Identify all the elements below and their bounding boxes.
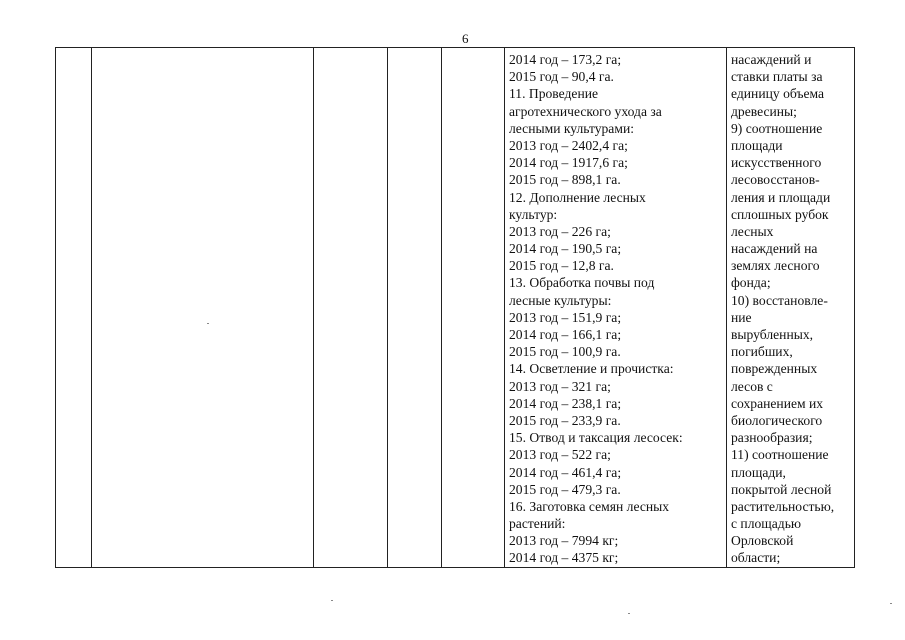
table-row xyxy=(56,48,855,568)
program-table xyxy=(55,47,855,568)
measure-line: 2013 год – 151,9 га; xyxy=(509,309,622,325)
measure-line: 2015 год – 479,3 га. xyxy=(509,481,621,497)
measure-line: 2015 год – 100,9 га. xyxy=(509,344,621,360)
measure-line: 2013 год – 522 га; xyxy=(509,447,611,463)
indicator-line: поврежденных xyxy=(731,361,818,377)
indicator-line: площади, xyxy=(731,464,786,480)
indicator-line: сплошных рубок xyxy=(731,206,829,222)
measure-line: культур: xyxy=(509,206,558,222)
cell-start xyxy=(388,48,442,568)
indicator-line: лесных xyxy=(731,223,774,239)
cell-measures xyxy=(505,48,727,568)
measure-line: лесными культурами: xyxy=(509,120,634,136)
measure-line: 2014 год – 4375 кг; xyxy=(509,550,619,566)
cell-indicators xyxy=(727,48,855,568)
indicator-line: 9) соотношение xyxy=(731,120,823,136)
measure-line: 11. Проведение xyxy=(509,86,599,102)
indicator-line: землях лесного xyxy=(731,258,820,274)
measure-line: агротехнического ухода за xyxy=(509,103,662,119)
measure-line: 2014 год – 238,1 га; xyxy=(509,395,622,411)
measure-line: 2013 год – 2402,4 га; xyxy=(509,137,628,153)
measure-line: 2014 год – 190,5 га; xyxy=(509,241,622,257)
indicator-line: искусственного xyxy=(731,155,822,171)
measure-line: 2014 год – 166,1 га; xyxy=(509,327,622,342)
measure-line: 15. Отвод и таксация лесосек: xyxy=(509,430,683,446)
indicator-line: биологического xyxy=(731,412,823,428)
indicator-line: фонда; xyxy=(731,275,771,291)
page-number: 6 xyxy=(462,31,469,46)
indicator-line: древесины; xyxy=(731,103,797,119)
indicator-line: ние xyxy=(731,309,752,325)
measure-line: 2014 год – 461,4 га; xyxy=(509,464,622,480)
measure-line: 2013 год – 226 га; xyxy=(509,223,611,239)
indicator-line: вырубленных, xyxy=(731,327,814,342)
measure-line: 16. Заготовка семян лесных xyxy=(509,498,670,514)
measure-line: 14. Осветление и прочистка: xyxy=(509,361,674,377)
indicator-line: области; xyxy=(731,550,781,566)
indicator-line: ления и площади xyxy=(731,189,831,205)
indicator-line: единицу объема xyxy=(731,86,825,102)
cell-executor xyxy=(314,48,388,568)
indicator-line: растительностью, xyxy=(731,498,835,514)
measure-line: 2015 год – 233,9 га. xyxy=(509,412,621,428)
indicator-line: Орловской xyxy=(731,533,794,549)
indicators-lines xyxy=(727,48,854,567)
cell-end xyxy=(442,48,505,568)
indicator-line: насаждений и xyxy=(731,52,812,67)
indicator-line: 11) соотношение xyxy=(731,447,829,463)
indicator-line: покрытой лесной xyxy=(731,481,832,497)
measure-line: 12. Дополнение лесных xyxy=(509,189,646,205)
indicator-line: погибших, xyxy=(731,344,793,360)
indicator-line: лесов с xyxy=(731,378,773,394)
indicator-line: сохранением их xyxy=(731,395,824,411)
indicator-line: ставки платы за xyxy=(731,69,823,85)
measure-line: 2015 год – 90,4 га. xyxy=(509,69,614,85)
cell-name xyxy=(92,48,314,568)
measure-line: 13. Обработка почвы под xyxy=(509,275,655,291)
measure-line: 2013 год – 7994 кг; xyxy=(509,533,619,549)
indicator-line: 10) восстановле- xyxy=(731,292,828,308)
measure-line: лесные культуры: xyxy=(509,292,612,308)
measure-line: 2014 год – 173,2 га; xyxy=(509,52,622,67)
measure-line: растений: xyxy=(509,516,566,532)
measure-line: 2013 год – 321 га; xyxy=(509,378,611,394)
indicator-line: разнообразия; xyxy=(731,430,813,446)
indicator-line: с площадью xyxy=(731,516,802,532)
measures-lines xyxy=(505,48,726,567)
indicator-line: насаждений на xyxy=(731,241,818,257)
indicator-line: площади xyxy=(731,137,783,153)
measure-line: 2015 год – 898,1 га. xyxy=(509,172,621,188)
measure-line: 2015 год – 12,8 га. xyxy=(509,258,614,274)
indicator-line: лесовосстанов- xyxy=(731,172,820,188)
measure-line: 2014 год – 1917,6 га; xyxy=(509,155,628,171)
cell-number xyxy=(56,48,92,568)
